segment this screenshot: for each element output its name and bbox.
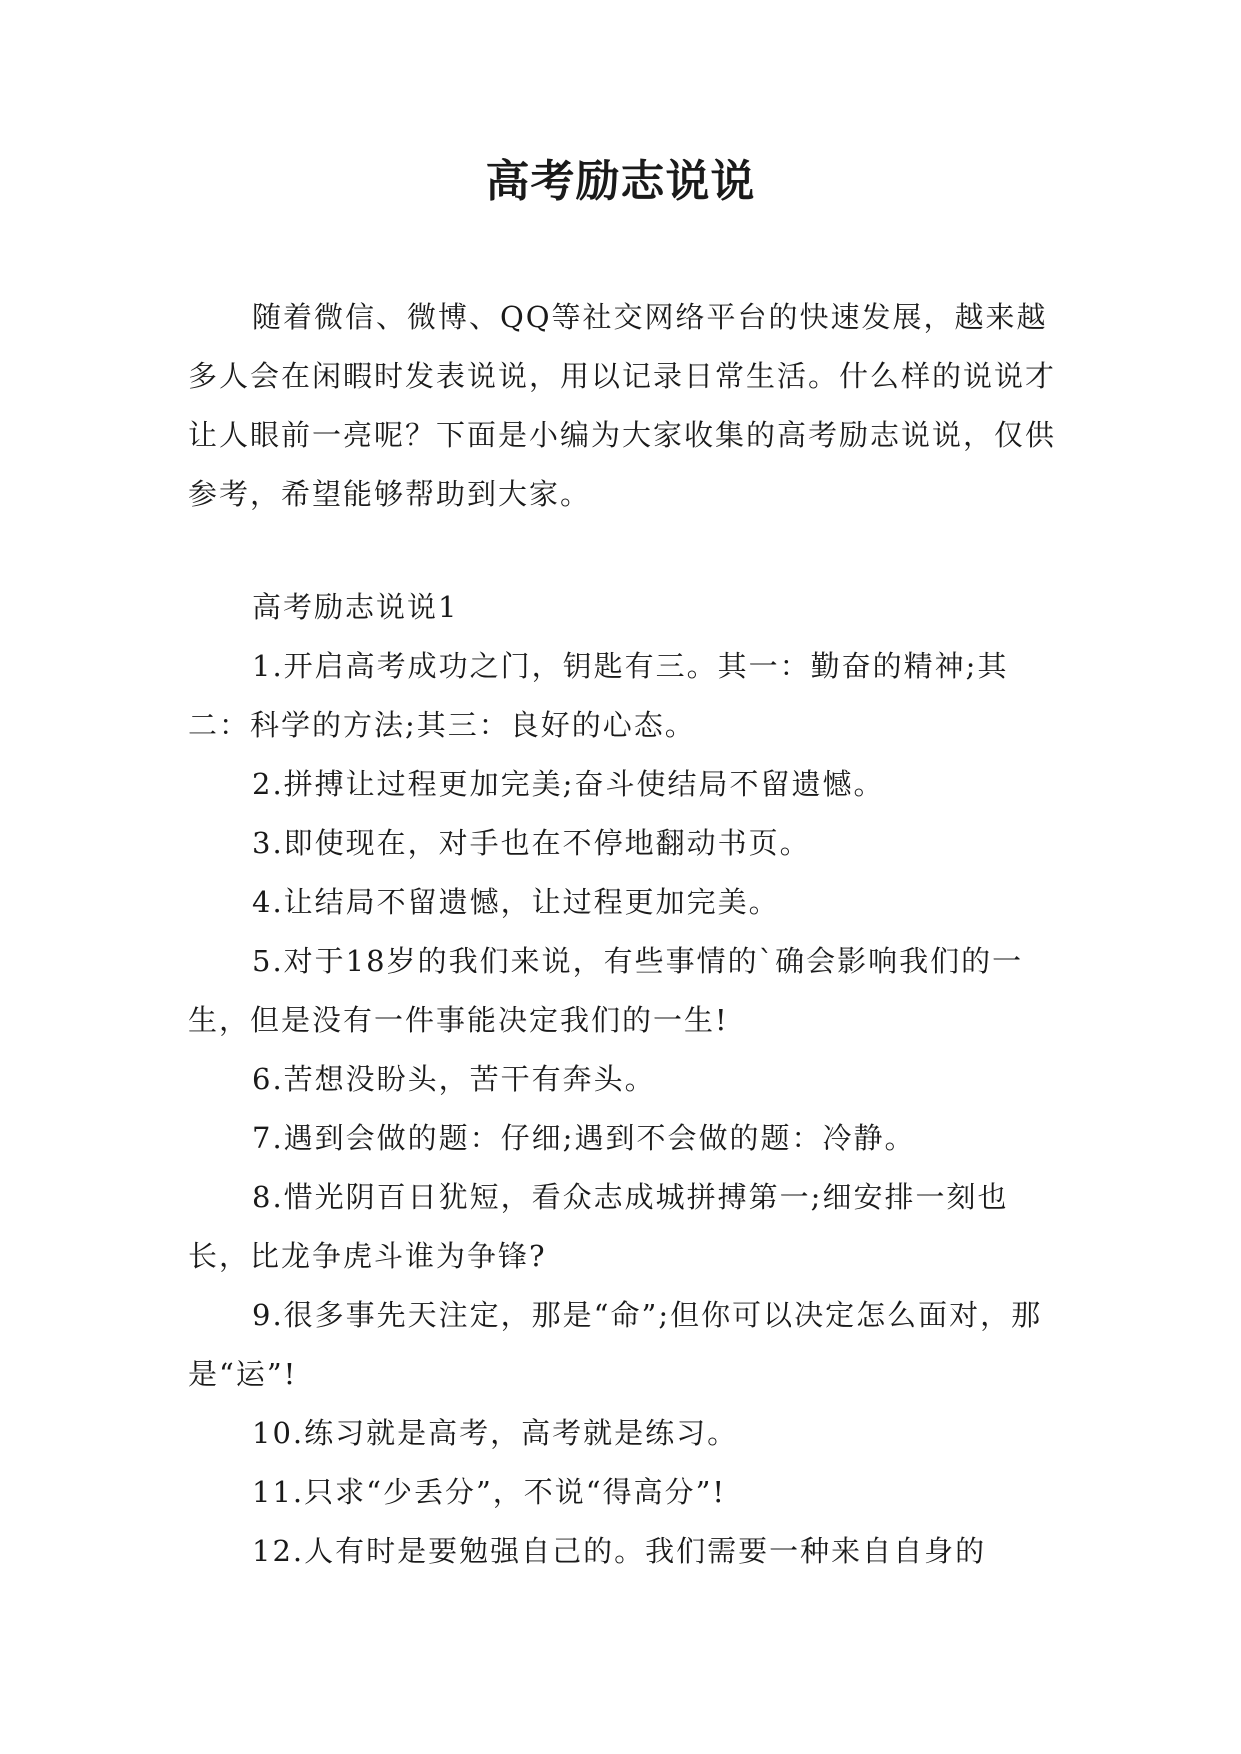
section-heading: 高考励志说说1	[252, 590, 459, 624]
list-item: 12.人有时是要勉强自己的。我们需要一种来自自身的	[252, 1534, 987, 1568]
document-title: 高考励志说说	[485, 156, 756, 207]
list-item: 10.练习就是高考，高考就是练习。	[252, 1416, 739, 1450]
list-item: 8.惜光阴百日犹短，看众志成城拼搏第一;细安排一刻也长，比龙争虎斗谁为争锋?	[188, 1180, 1009, 1273]
list-item: 2.拼搏让过程更加完美;奋斗使结局不留遗憾。	[252, 767, 885, 801]
list-item: 9.很多事先天注定，那是“命”;但你可以决定怎么面对，那是“运”!	[188, 1298, 1043, 1391]
intro-paragraph: 随着微信、微博、QQ等社交网络平台的快速发展，越来越多人会在闲暇时发表说说，用以记录日常生活。什么样的说说才让人眼前一亮呢？下面是小编为大家收集的高考励志说说，仅供参考，希望能够帮助到大家。	[188, 300, 1057, 511]
list-item: 7.遇到会做的题：仔细;遇到不会做的题：冷静。	[252, 1121, 916, 1155]
list-item: 4.让结局不留遗憾，让过程更加完美。	[252, 885, 780, 919]
list-item: 6.苦想没盼头，苦干有奔头。	[252, 1062, 656, 1096]
list-item: 11.只求“少丢分”，不说“得高分”!	[252, 1475, 727, 1509]
list-item: 5.对于18岁的我们来说，有些事情的`确会影响我们的一生，但是没有一件事能决定我们的一生!	[188, 944, 1024, 1037]
list-item: 1.开启高考成功之门，钥匙有三。其一：勤奋的精神;其二：科学的方法;其三：良好的心态。	[188, 649, 1009, 742]
quote-list	[188, 578, 1060, 1581]
list-item: 3.即使现在，对手也在不停地翻动书页。	[252, 826, 811, 860]
